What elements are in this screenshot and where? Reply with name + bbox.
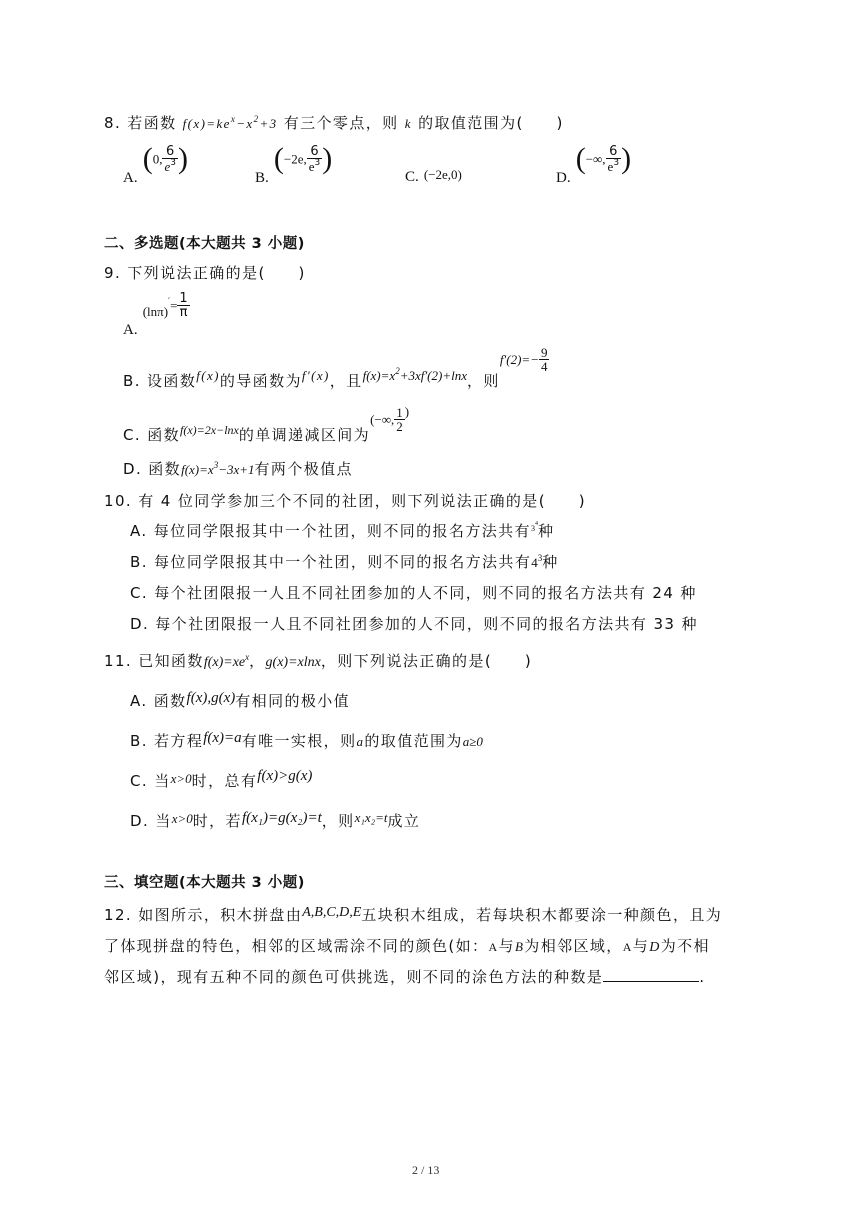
q10-option-b: B. 每位同学限报其中一个社团，则不同的报名方法共有$4^3$种 [130, 553, 559, 571]
q10-option-c: C. 每个社团限报一人且不同社团参加的人不同，则不同的报名方法共有 24 种 [130, 584, 697, 602]
q11-stem: 11. 已知函数$f(x)=xe^x$，g(x)=xlnx，则下列说法正确的是( ) [104, 652, 533, 670]
q10-option-a: A. 每位同学限报其中一个社团，则不同的报名方法共有$^{3^4}$种 [130, 521, 555, 540]
q11-option-a: A. 函数f(x),g(x)有相同的极小值 [130, 690, 351, 710]
q8-number: 8. [104, 114, 122, 132]
q8-option-a: A. (0, $\frac{6}{e^3}$ ) [123, 142, 188, 186]
q9-option-d: D. 函数$f(x)=x^3-3x+1$有两个极值点 [123, 460, 353, 478]
q8-function: $f(x)=ke^x-x^2+3$ [182, 114, 278, 131]
q9-option-a: A. $_{(ln\pi)}$′= $\frac{1}{\pi}$ [123, 291, 188, 338]
q11-option-b: B. 若方程f(x)=a有唯一实根，则a的取值范围为a≥0 [130, 730, 483, 750]
section-multi-choice-title: 二、多选题(本大题共 3 小题) [104, 236, 305, 252]
q9-option-b: B. 设函数f(x)的导函数为f′(x)，且$f(x)=x^2+3xf'(2)+\ln x$，则f′(2)=− $\frac{9}{4}$ [123, 345, 548, 390]
q12-line-1: 12. 如图所示，积木拼盘由A,B,C,D,E五块积木组成，若每块积木都要涂一种颜色，且为 [104, 905, 723, 924]
q11-option-c: C. 当x>0时，总有f(x)>g(x) [130, 768, 313, 790]
q12-line-3: 邻区域)，现有五种不同的颜色可供挑选，则不同的涂色方法的种数是 . [104, 968, 706, 986]
q9-stem: 9. 下列说法正确的是( ) [104, 264, 306, 282]
q10-option-d: D. 每个社团限报一人且不同社团参加的人不同，则不同的报名方法共有 33 种 [130, 615, 698, 633]
q8-var-k: k [404, 116, 412, 131]
q11-option-d: D. 当x>0时，若f(x₁)=g(x₂)=t，则x₁x₂=t成立 [130, 810, 421, 830]
q12-answer-blank[interactable] [603, 967, 699, 982]
q12-line-2: 了体现拼盘的特色，相邻的区域需涂不同的颜色(如：A与B为相邻区域，A与D为不相 [104, 937, 710, 955]
q10-stem: 10. 有 4 位同学参加三个不同的社团，则下列说法正确的是( ) [104, 492, 587, 510]
page-number: 2 / 13 [412, 1163, 440, 1177]
q9-option-c: C. 函数$_{f(x)=2x-lnx}$的单调递减区间为(−∞, $\frac{1}{2}$ ) [123, 404, 410, 444]
q8-option-c: C. (−2e,0) [405, 167, 462, 185]
section-fill-blank-title: 三、填空题(本大题共 3 小题) [104, 875, 305, 891]
q8-lead: 若函数 [127, 114, 177, 132]
q8-trail2: 的取值范围为( ) [418, 114, 564, 132]
q8-option-b: B. (−2e, $\frac{6}{e^3}$ ) [255, 142, 333, 186]
q8-option-d: D. (−∞, $\frac{6}{e^3}$ ) [556, 142, 632, 186]
q8-trail: 有三个零点，则 [283, 114, 399, 132]
q8-stem [104, 112, 564, 133]
